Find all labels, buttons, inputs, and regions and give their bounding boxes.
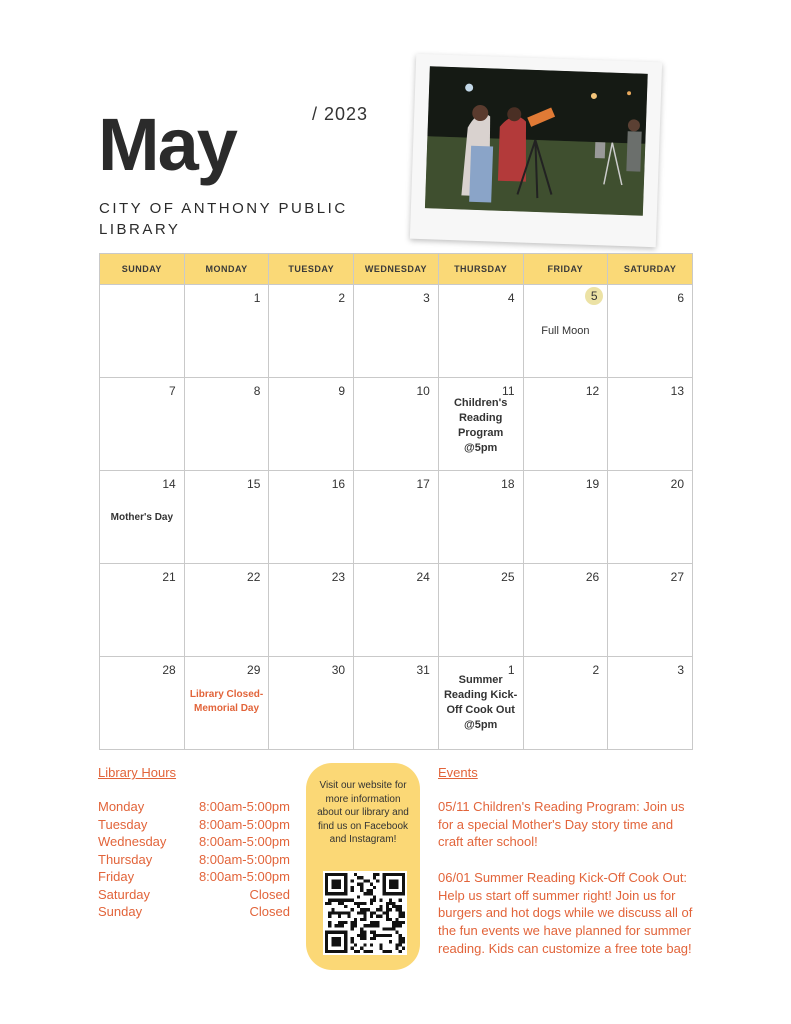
- calendar-day-cell: [608, 378, 693, 471]
- calendar-day-cell: [100, 564, 185, 657]
- calendar-day-cell: [354, 564, 439, 657]
- day-number: 17: [416, 477, 430, 491]
- hours-time: Closed: [249, 886, 290, 902]
- calendar-day-cell: [269, 378, 354, 471]
- weekday-header: SUNDAY: [100, 254, 185, 285]
- day-number: 3: [423, 291, 430, 305]
- calendar-day-cell: [523, 378, 608, 471]
- hours-row: [98, 886, 290, 904]
- calendar-day-cell: [269, 564, 354, 657]
- hours-time: Closed: [249, 904, 290, 919]
- calendar-event-summer-reading-kickoff: Summer Reading Kick-Off Cook Out @5pm: [443, 674, 518, 731]
- calendar-day-cell: [354, 378, 439, 471]
- calendar-day-cell: [184, 657, 269, 750]
- weekday-header: SATURDAY: [608, 254, 693, 285]
- day-number: 24: [416, 570, 430, 584]
- day-number: 31: [416, 663, 430, 677]
- hours-time: 8:00am-5:00pm: [198, 851, 290, 867]
- event-description: 05/11 Children's Reading Program: Join us for a special Mother's Day story time and craft after school!: [438, 799, 685, 850]
- day-number: 27: [670, 570, 684, 584]
- hours-time: 8:00am-5:00pm: [198, 799, 290, 814]
- day-number: 7: [169, 384, 176, 398]
- day-number: 15: [247, 477, 261, 491]
- calendar-day-cell: [438, 378, 523, 471]
- calendar-day-cell: [184, 378, 269, 471]
- calendar-day-cell: [100, 378, 185, 471]
- hours-day: Thursday: [98, 851, 153, 867]
- calendar-day-cell: [608, 285, 693, 378]
- day-number: 8: [253, 384, 261, 398]
- day-number: 2: [338, 291, 346, 305]
- weekday-header: MONDAY: [184, 254, 269, 285]
- weekday-header: WEDNESDAY: [354, 254, 439, 285]
- day-number: 11: [502, 384, 515, 398]
- qr-code-icon[interactable]: [323, 871, 407, 955]
- events-heading: Events: [438, 765, 478, 780]
- day-number: 25: [501, 570, 515, 584]
- hours-row: [98, 816, 290, 834]
- year-label: / 2023: [312, 104, 369, 124]
- day-number: 6: [677, 291, 684, 305]
- hours-row: [98, 798, 290, 816]
- calendar-day-cell: [438, 657, 523, 750]
- hours-row: [98, 868, 290, 886]
- day-number: 2: [592, 663, 600, 677]
- day-number: 19: [585, 477, 600, 491]
- day-number: 4: [507, 291, 515, 305]
- day-number: 1: [507, 663, 515, 677]
- day-number: 13: [670, 384, 684, 398]
- month-title: May: [98, 103, 236, 186]
- calendar-day-cell: [523, 285, 608, 378]
- calendar-day-cell: [354, 471, 439, 564]
- day-number: 30: [331, 663, 346, 677]
- calendar-day-cell: [100, 471, 185, 564]
- day-number: 23: [331, 570, 346, 584]
- calendar-day-cell: [354, 657, 439, 750]
- day-number: 28: [162, 663, 176, 677]
- calendar-day-cell: [269, 471, 354, 564]
- weekday-header: FRIDAY: [523, 254, 608, 285]
- calendar-event-library-closed: Library Closed-Memorial Day: [189, 689, 264, 714]
- calendar-event-childrens-reading: Children's Reading Program @5pm: [453, 397, 508, 454]
- calendar-grid: [99, 253, 693, 750]
- hours-time: 8:00am-5:00pm: [198, 869, 290, 884]
- calendar-day-cell: [184, 285, 269, 378]
- day-number: 18: [501, 477, 515, 491]
- calendar-day-cell: [523, 564, 608, 657]
- calendar-day-cell: [100, 657, 185, 750]
- calendar-day-cell: [100, 285, 185, 378]
- polaroid-photo-frame: [410, 54, 662, 247]
- event-description: 06/01 Summer Reading Kick-Off Cook Out: Help us start off summer right! Join us for burgers and hot dogs while we discuss all of the fun events we have planned for summer reading. Kids can customize a free tote bag!: [438, 870, 693, 956]
- hours-row: [98, 851, 290, 869]
- calendar-day-cell: [523, 471, 608, 564]
- day-number: 16: [331, 477, 346, 491]
- hours-day: Sunday: [98, 904, 143, 919]
- hours-day: Saturday: [98, 886, 151, 902]
- library-name: CITY OF ANTHONY PUBLIC LIBRARY: [99, 200, 348, 238]
- hours-day: Tuesday: [98, 816, 148, 832]
- weekday-header: THURSDAY: [438, 254, 523, 285]
- calendar-day-cell: [184, 564, 269, 657]
- telescope-night-photo: [425, 66, 648, 216]
- calendar-event-mothers-day: Mother's Day: [110, 512, 174, 523]
- day-number: 29: [247, 663, 261, 677]
- calendar-day-cell: [269, 657, 354, 750]
- weekday-header: TUESDAY: [269, 254, 354, 285]
- full-moon-day-number: 5: [585, 287, 603, 305]
- website-info-card: [306, 763, 420, 970]
- photo-illustration: [425, 66, 648, 216]
- day-number: 26: [585, 570, 600, 584]
- calendar-day-cell: [523, 657, 608, 750]
- calendar-day-cell: [608, 564, 693, 657]
- calendar-day-cell: [608, 471, 693, 564]
- day-number: 1: [253, 291, 261, 305]
- hours-time: 8:00am-5:00pm: [198, 816, 290, 832]
- hours-row: [98, 833, 290, 851]
- calendar-day-cell: [354, 285, 439, 378]
- day-number: 21: [162, 570, 176, 584]
- website-info-text: Visit our website for more information about our library and find us on Facebook and Instagram!: [317, 780, 409, 845]
- day-number: 22: [247, 570, 261, 584]
- calendar-day-cell: [269, 285, 354, 378]
- day-number: 12: [585, 384, 600, 398]
- day-number: 14: [162, 477, 176, 491]
- calendar-event-full-moon: Full Moon: [541, 325, 590, 337]
- hours-day: Monday: [98, 799, 145, 814]
- calendar-day-cell: [438, 471, 523, 564]
- calendar-day-cell: [438, 285, 523, 378]
- hours-time: 8:00am-5:00pm: [198, 834, 290, 849]
- day-number: 9: [338, 384, 346, 398]
- day-number: 3: [677, 663, 684, 677]
- library-hours-list: [98, 798, 290, 921]
- calendar-day-cell: [608, 657, 693, 750]
- day-number: 20: [670, 477, 684, 491]
- calendar-day-cell: [184, 471, 269, 564]
- hours-row: [98, 903, 290, 921]
- day-number: 10: [416, 384, 430, 398]
- hours-day: Friday: [98, 869, 135, 884]
- hours-day: Wednesday: [98, 834, 167, 849]
- library-hours-heading: Library Hours: [98, 765, 177, 780]
- calendar-day-cell: [438, 564, 523, 657]
- qr-code-graphic: [325, 873, 405, 953]
